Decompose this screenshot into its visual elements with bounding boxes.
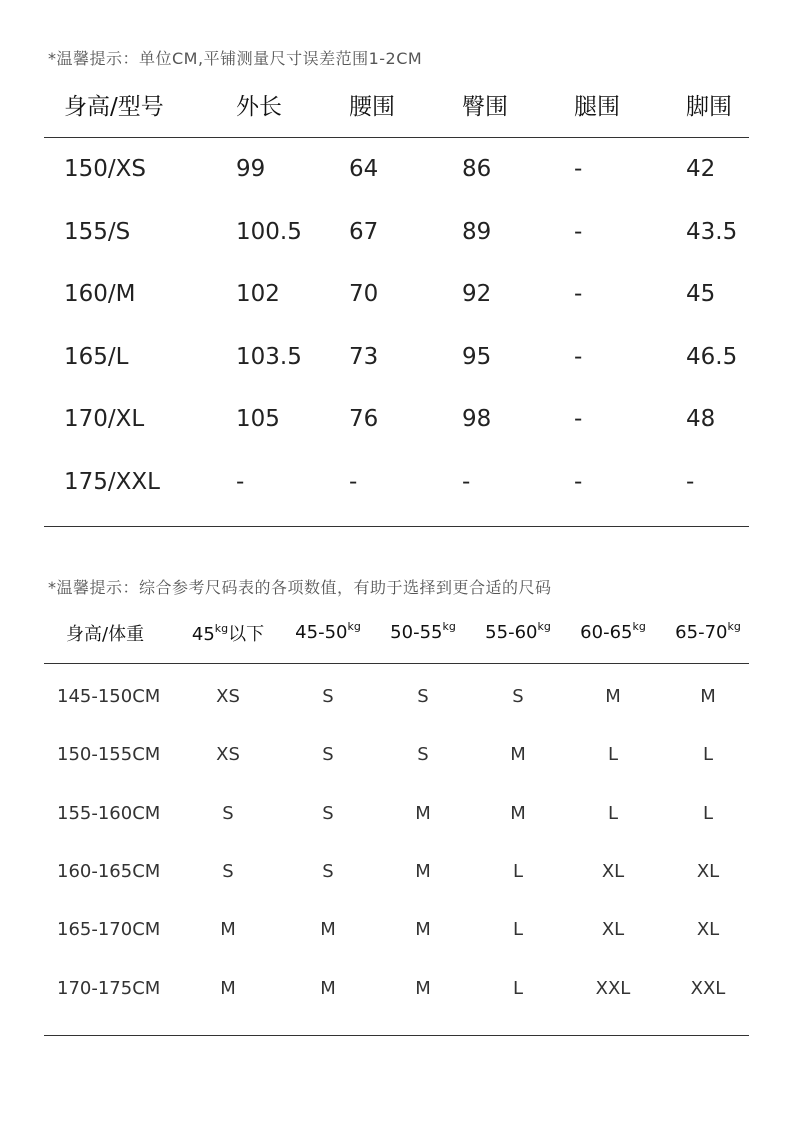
header-hip: 臀围: [462, 94, 508, 120]
table-cell: 170-175CM: [57, 977, 161, 999]
table-cell: M: [220, 919, 236, 941]
table-cell: -: [574, 281, 583, 308]
table-cell: 64: [349, 156, 379, 182]
table-cell: -: [349, 469, 358, 495]
table-cell: 102: [236, 281, 280, 308]
table-cell: S: [222, 802, 234, 824]
table-cell: S: [322, 802, 334, 824]
header-height-model: 身高/型号: [64, 94, 164, 120]
table-cell: 150/XS: [64, 156, 147, 182]
table-cell: -: [574, 218, 583, 245]
header-weight-range: [295, 620, 361, 643]
kg-unit: kg: [727, 620, 741, 633]
table-header-divider: [44, 137, 749, 138]
table-cell: 76: [349, 406, 379, 433]
table-cell: M: [320, 977, 336, 999]
table-cell: M: [510, 802, 526, 824]
table-cell: XL: [696, 860, 720, 882]
table-cell: 105: [236, 406, 280, 433]
header-main-text: 45-50: [295, 622, 348, 643]
table-cell: XS: [216, 744, 240, 766]
table-cell: -: [574, 156, 583, 182]
header-main-text: 55-60: [485, 622, 538, 643]
table-cell: 103.5: [236, 343, 302, 370]
table-cell: -: [574, 343, 583, 370]
table-cell: XXL: [595, 977, 631, 999]
table-cell: 160/M: [64, 281, 136, 308]
table-cell: L: [607, 744, 619, 766]
table-cell: S: [322, 744, 334, 766]
table-cell: M: [605, 686, 621, 707]
table-cell: S: [417, 744, 429, 766]
kg-unit: kg: [347, 620, 361, 633]
table-cell: -: [574, 406, 583, 433]
table-cell: M: [700, 686, 716, 707]
table-cell: M: [415, 977, 431, 999]
table-cell: XL: [696, 919, 720, 941]
header-main-text: 50-55: [390, 622, 443, 643]
table-cell: S: [322, 860, 334, 882]
table-cell: 67: [349, 218, 379, 245]
table-cell: 98: [462, 406, 492, 433]
table-cell: S: [322, 686, 334, 707]
kg-unit: kg: [537, 620, 551, 633]
header-weight-range: [675, 620, 741, 643]
table-cell: S: [417, 686, 429, 707]
table-cell: L: [512, 860, 524, 882]
table-cell: 89: [462, 218, 492, 245]
table-bottom-divider: [44, 1035, 749, 1036]
table-cell: -: [462, 469, 471, 495]
kg-unit: kg: [442, 620, 456, 633]
table-cell: 46.5: [686, 343, 738, 370]
size-note-1: *温馨提示：单位CM,平铺测量尺寸误差范围1-2CM: [48, 49, 423, 68]
table-cell: L: [702, 744, 714, 766]
header-weight-range: [580, 620, 646, 643]
table-cell: M: [415, 860, 431, 882]
table-cell: XL: [601, 919, 625, 941]
kg-unit: kg: [632, 620, 646, 633]
size-note-2: *温馨提示：综合参考尺码表的各项数值，有助于选择到更合适的尺码: [48, 578, 552, 597]
kg-unit: kg: [214, 622, 229, 635]
table-cell: 175/XXL: [64, 469, 160, 495]
table-cell: XL: [601, 860, 625, 882]
table-cell: 155-160CM: [57, 802, 161, 824]
table-cell: 160-165CM: [57, 860, 161, 882]
table-cell: -: [686, 469, 695, 495]
table-cell: XXL: [690, 977, 726, 999]
table-cell: 155/S: [64, 218, 131, 245]
table-cell: 45: [686, 281, 716, 308]
header-weight-range: [66, 620, 144, 646]
table-cell: 92: [462, 281, 492, 308]
table-cell: 86: [462, 156, 492, 182]
table-cell: M: [510, 744, 526, 766]
table-cell: 150-155CM: [57, 744, 161, 766]
header-weight-range: [390, 620, 456, 643]
table-cell: M: [220, 977, 236, 999]
table-cell: L: [607, 802, 619, 824]
table-cell: L: [512, 919, 524, 941]
header-main-text: 65-70: [675, 622, 728, 643]
table-cell: 170/XL: [64, 406, 145, 433]
header-main-text: 身高/体重: [66, 624, 145, 645]
table-cell: M: [320, 919, 336, 941]
table-cell: -: [236, 469, 245, 495]
table-cell: 95: [462, 343, 492, 370]
table-cell: L: [702, 802, 714, 824]
table-header-divider: [44, 663, 749, 664]
table-cell: M: [415, 919, 431, 941]
header-weight-range: [485, 620, 551, 643]
table-cell: 145-150CM: [57, 686, 161, 707]
header-main-text: 45: [191, 624, 215, 645]
table-cell: -: [574, 469, 583, 495]
table-cell: S: [222, 860, 234, 882]
header-ankle: 脚围: [686, 94, 732, 120]
table-cell: 165/L: [64, 343, 129, 370]
header-main-text: 60-65: [580, 622, 633, 643]
header-suffix: 以下: [228, 624, 265, 645]
table-cell: 99: [236, 156, 266, 182]
table-cell: 73: [349, 343, 379, 370]
table-cell: 48: [686, 406, 716, 433]
table-cell: 100.5: [236, 218, 302, 245]
header-waist: 腰围: [349, 94, 395, 120]
table-cell: 165-170CM: [57, 919, 161, 941]
table-cell: S: [512, 686, 524, 707]
table-cell: 70: [349, 281, 379, 308]
header-length: 外长: [236, 94, 282, 120]
table-cell: 43.5: [686, 218, 738, 245]
table-cell: L: [512, 977, 524, 999]
table-cell: M: [415, 802, 431, 824]
table-bottom-divider: [44, 526, 749, 527]
table-cell: XS: [216, 686, 240, 707]
table-cell: 42: [686, 156, 716, 182]
header-thigh: 腿围: [574, 94, 620, 120]
header-weight-range: [192, 620, 264, 646]
